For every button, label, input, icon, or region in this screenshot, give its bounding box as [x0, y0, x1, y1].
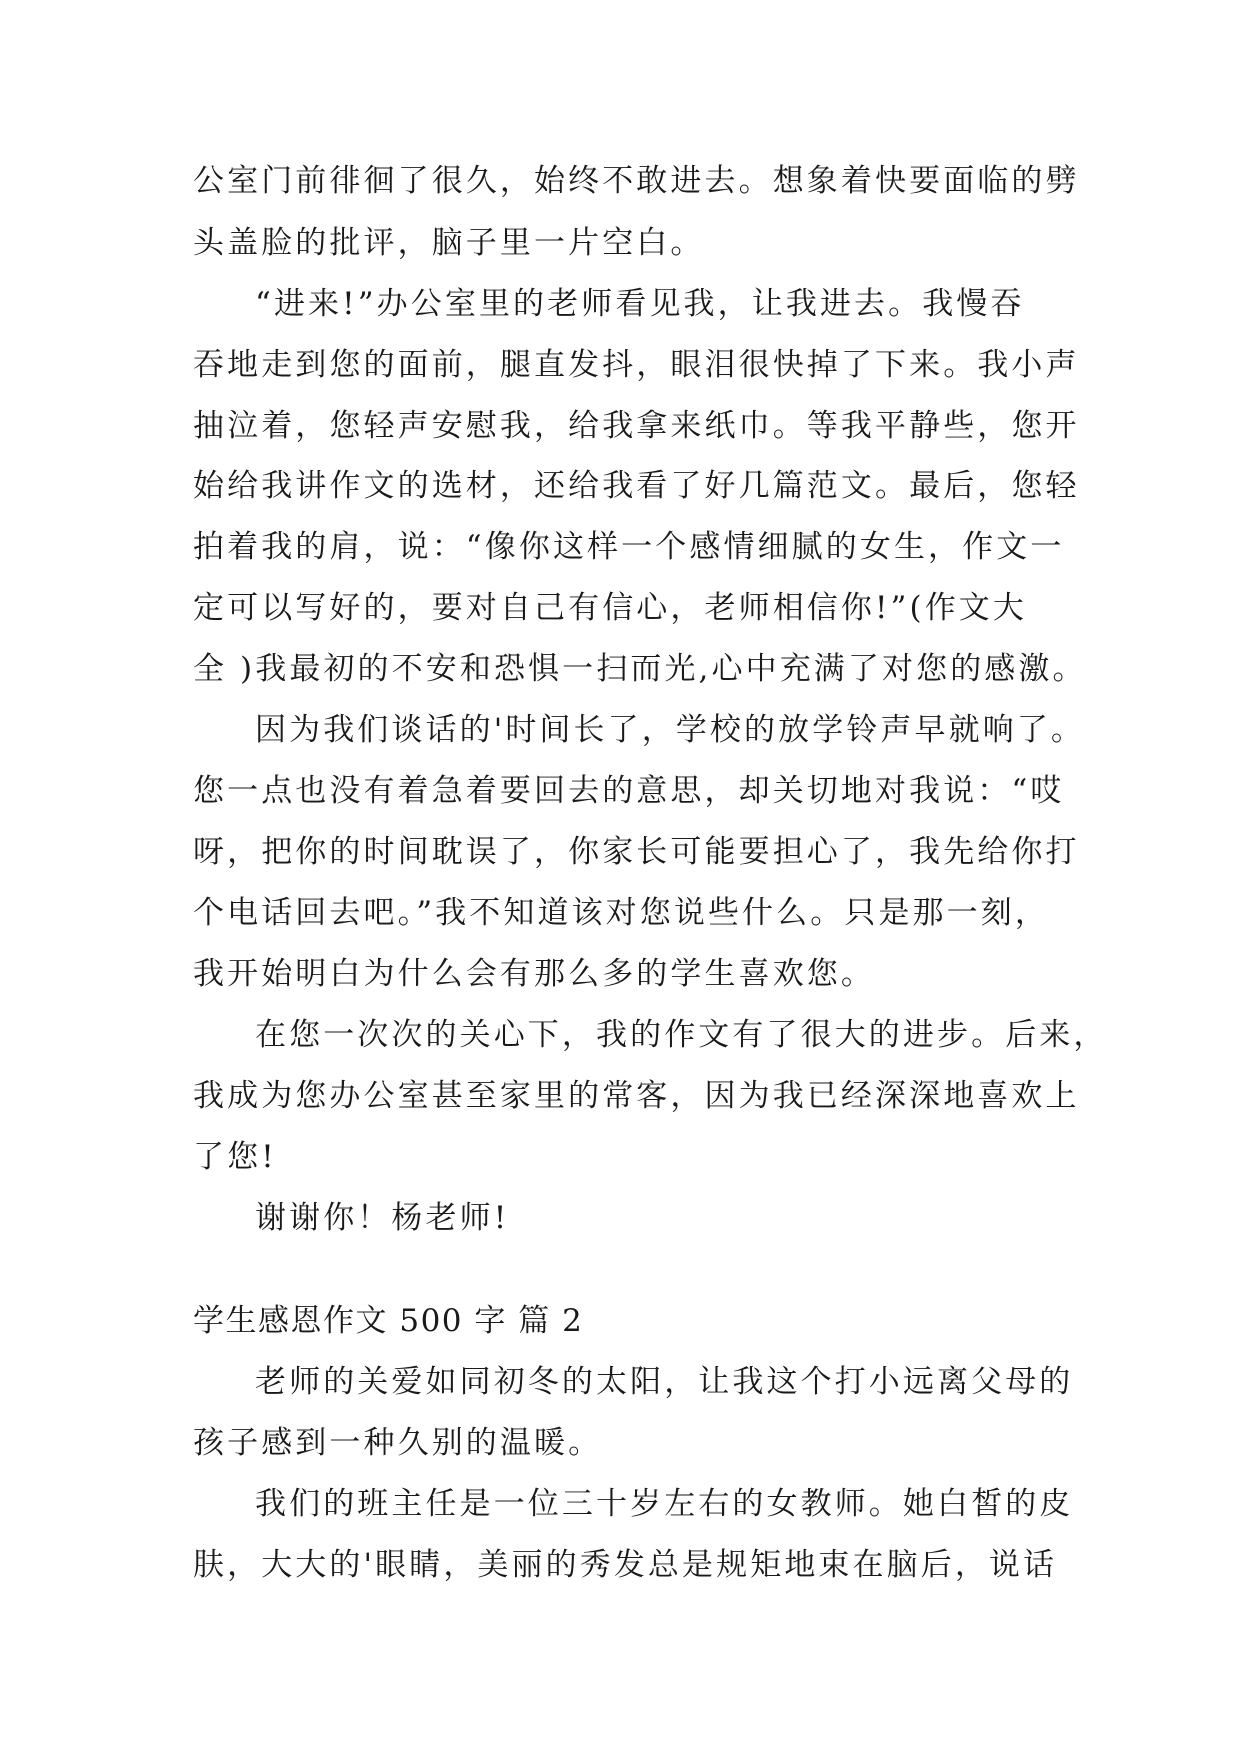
body-text-line: “进来!”办公室里的老师看见我，让我进去。我慢吞 [255, 286, 1025, 322]
body-text-line: 抽泣着，您轻声安慰我，给我拿来纸巾。等我平静些，您开 [193, 408, 1080, 444]
body-text-line: 您一点也没有着急着要回去的意思，却关切地对我说：“哎 [193, 773, 1065, 809]
body-text-line: 公室门前徘徊了很久，始终不敢进去。想象着快要面临的劈 [193, 163, 1080, 199]
body-text-line: 我开始明白为什么会有那么多的学生喜欢您。 [193, 956, 875, 992]
body-text-line: 了您! [193, 1139, 277, 1175]
body-text-line: 头盖脸的批评，脑子里一片空白。 [193, 225, 705, 261]
body-text-line: 我成为您办公室甚至家里的常客，因为我已经深深地喜欢上 [193, 1078, 1080, 1114]
body-text-line: 全 )我最初的不安和恐惧一扫而光,心中充满了对您的感激。 [193, 651, 1087, 687]
body-text-line: 呀，把你的时间耽误了，你家长可能要担心了，我先给你打 [193, 834, 1080, 870]
section-heading: 学生感恩作文 500 字 篇 2 [193, 1303, 584, 1339]
body-text-line: 老师的关爱如同初冬的太阳，让我这个打小远离父母的 [255, 1364, 1074, 1400]
body-text-line: 个电话回去吧。”我不知道该对您说些什么。只是那一刻， [193, 895, 1049, 931]
body-text-line: 孩子感到一种久别的温暖。 [193, 1425, 603, 1461]
body-text-line: 拍着我的肩，说：“像你这样一个感情细腻的女生，作文一 [193, 529, 1065, 565]
body-text-line: 因为我们谈话的'时间长了，学校的放学铃声早就响了。 [255, 712, 1086, 748]
body-text-line: 定可以写好的，要对自己有信心，老师相信你!”(作文大 [193, 590, 1027, 626]
body-text-line: 肤，大大的'眼睛，美丽的秀发总是规矩地束在脑后，说话 [193, 1547, 1058, 1583]
body-text-line: 在您一次次的关心下，我的作文有了很大的进步。后来， [255, 1017, 1108, 1053]
body-text-line: 始给我讲作文的选材，还给我看了好几篇范文。最后，您轻 [193, 468, 1080, 504]
body-text-line: 我们的班主任是一位三十岁左右的女教师。她白皙的皮 [255, 1486, 1074, 1522]
body-text-line: 谢谢你！杨老师! [255, 1200, 510, 1236]
body-text-line: 吞地走到您的面前，腿直发抖，眼泪很快掉了下来。我小声 [193, 347, 1080, 383]
